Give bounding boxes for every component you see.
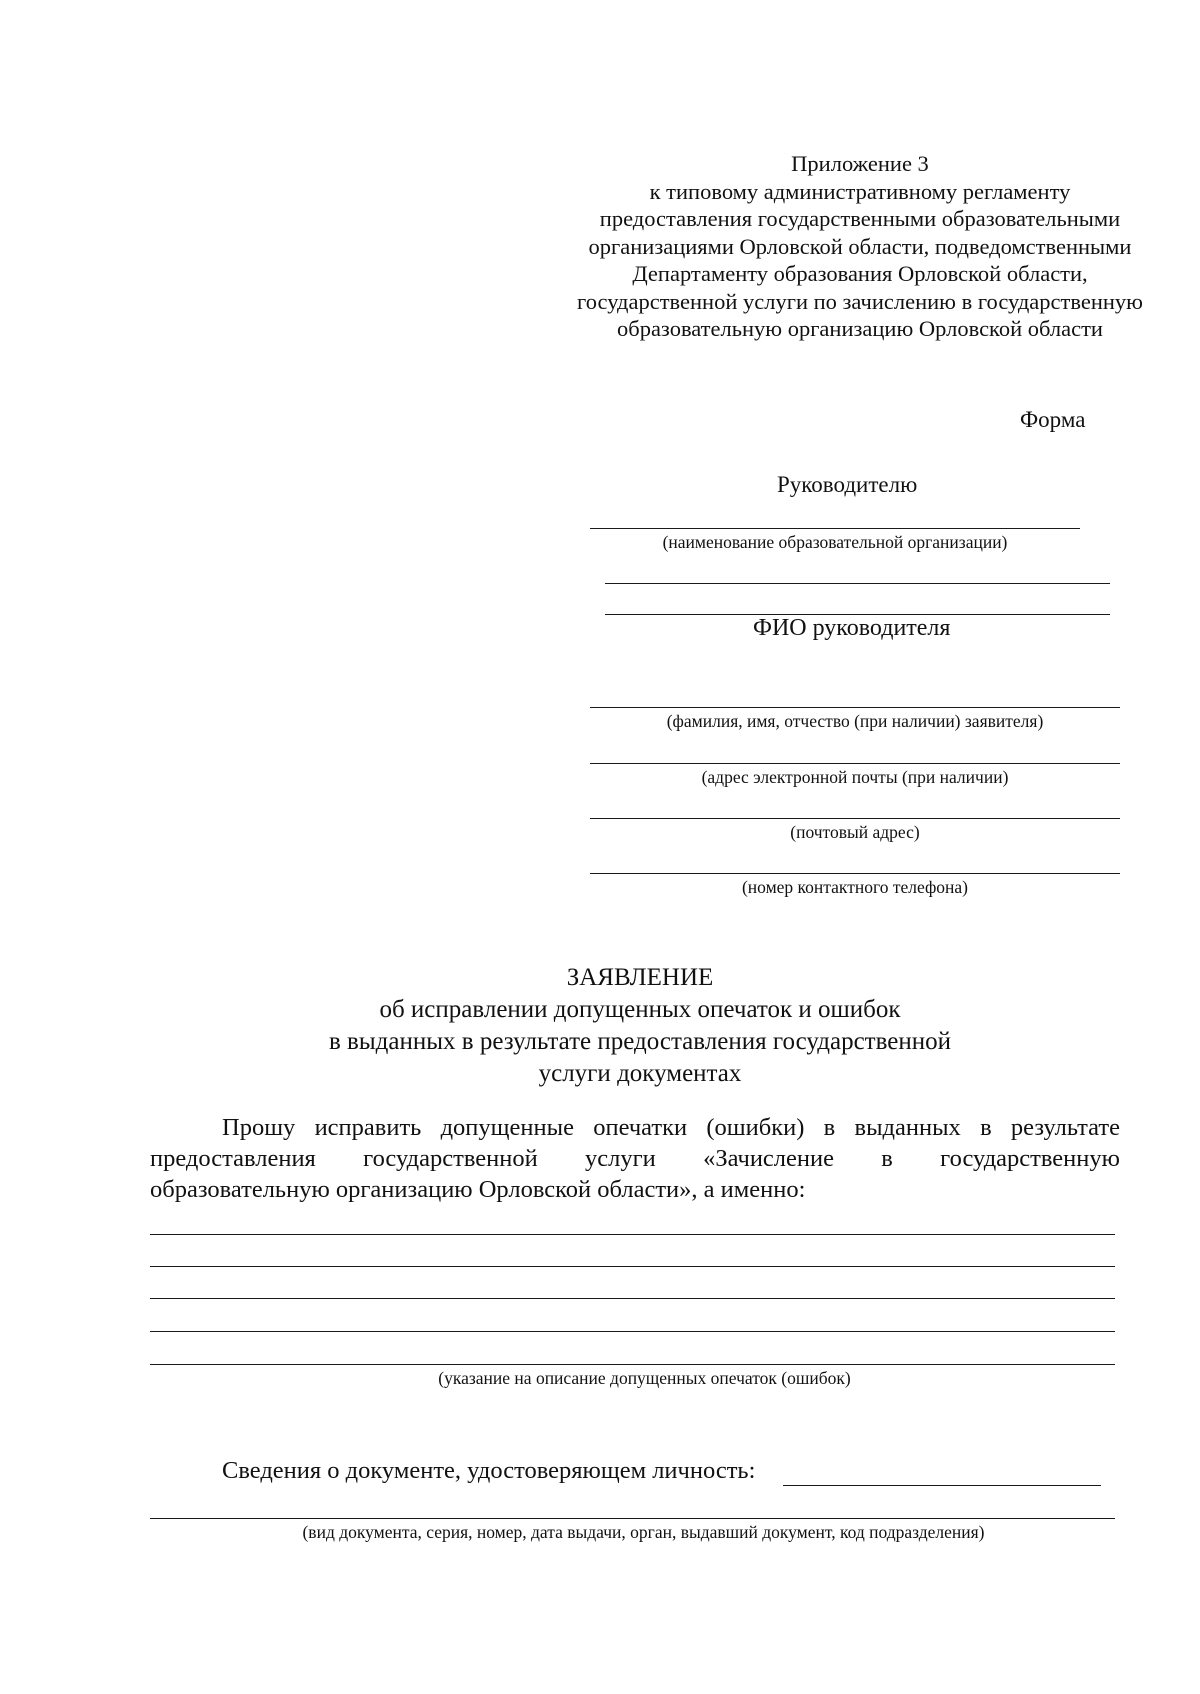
identity-field[interactable] <box>783 1485 1101 1486</box>
form-label: Форма <box>1020 407 1086 432</box>
appendix-header <box>560 150 1160 343</box>
title-line: в выданных в результате предоставления государственной <box>329 1028 951 1055</box>
appendix-line: государственной услуги по зачислению в государственную <box>577 288 1143 314</box>
word: государственную <box>940 1145 1120 1172</box>
appendix-line: организациями Орловской области, подведомственными <box>588 233 1132 259</box>
word: исправить <box>314 1114 422 1141</box>
email-caption: (адрес электронной почты (при наличии) <box>701 767 1009 787</box>
applicant-fio-caption: (фамилия, имя, отчество (при наличии) заявителя) <box>666 711 1044 731</box>
head-name-label: ФИО руководителя <box>753 615 951 641</box>
title-heading: ЗАЯВЛЕНИЕ <box>566 964 714 991</box>
body-line-2 <box>150 1143 1120 1174</box>
appendix-line: предоставления государственными образовательными <box>599 206 1121 231</box>
word: государственной <box>363 1145 538 1172</box>
title-line: об исправлении допущенных опечаток и ошибок <box>379 996 901 1023</box>
appendix-line: образовательную организацию Орловской области <box>617 316 1103 341</box>
postal-address-field[interactable] <box>590 818 1120 819</box>
errors-field-line-2[interactable] <box>150 1266 1115 1267</box>
word: в <box>823 1114 836 1141</box>
word: предоставления <box>150 1145 316 1172</box>
word: Прошу <box>222 1114 296 1141</box>
identity-label: Сведения о документе, удостоверяющем личность: <box>222 1457 756 1484</box>
phone-caption: (номер контактного телефона) <box>741 877 968 897</box>
postal-address-caption: (почтовый адрес) <box>790 822 920 842</box>
word: результате <box>1010 1114 1120 1141</box>
identity-field-line-2[interactable] <box>150 1518 1115 1519</box>
errors-caption: (указание на описание допущенных опечаток (ошибок) <box>438 1368 851 1388</box>
errors-field-line-1[interactable] <box>150 1234 1115 1235</box>
word: опечатки <box>593 1114 688 1141</box>
word: услуги <box>585 1145 656 1172</box>
identity-caption: (вид документа, серия, номер, дата выдачи, орган, выдавший документ, код подразделения) <box>302 1522 985 1542</box>
org-name-caption: (наименование образовательной организации) <box>662 532 1008 552</box>
errors-field-line-5[interactable] <box>150 1364 1115 1365</box>
statement-title <box>250 962 1030 1090</box>
appendix-line: к типовому административному регламенту <box>649 178 1071 204</box>
body-paragraph <box>150 1112 1120 1205</box>
word: «Зачисление <box>703 1145 834 1172</box>
title-line: услуги документах <box>538 1060 742 1087</box>
body-line-1 <box>150 1112 1120 1143</box>
appendix-line: Приложение 3 <box>791 151 929 176</box>
body-line-3: образовательную организацию Орловской области», а именно: <box>150 1176 806 1203</box>
errors-field-line-3[interactable] <box>150 1298 1115 1299</box>
word: допущенные <box>440 1114 574 1141</box>
email-field[interactable] <box>590 763 1120 764</box>
phone-field[interactable] <box>590 873 1120 874</box>
word: (ошибки) <box>706 1114 805 1141</box>
word: выданных <box>854 1114 961 1141</box>
org-name-field-2[interactable] <box>605 583 1110 584</box>
applicant-fio-field[interactable] <box>590 707 1120 708</box>
word: в <box>980 1114 992 1141</box>
word: в <box>881 1145 893 1172</box>
appendix-line: Департаменту образования Орловской области, <box>632 261 1088 286</box>
errors-field-line-4[interactable] <box>150 1331 1115 1332</box>
org-name-field[interactable] <box>590 528 1080 529</box>
addressee-to: Руководителю <box>777 472 918 497</box>
